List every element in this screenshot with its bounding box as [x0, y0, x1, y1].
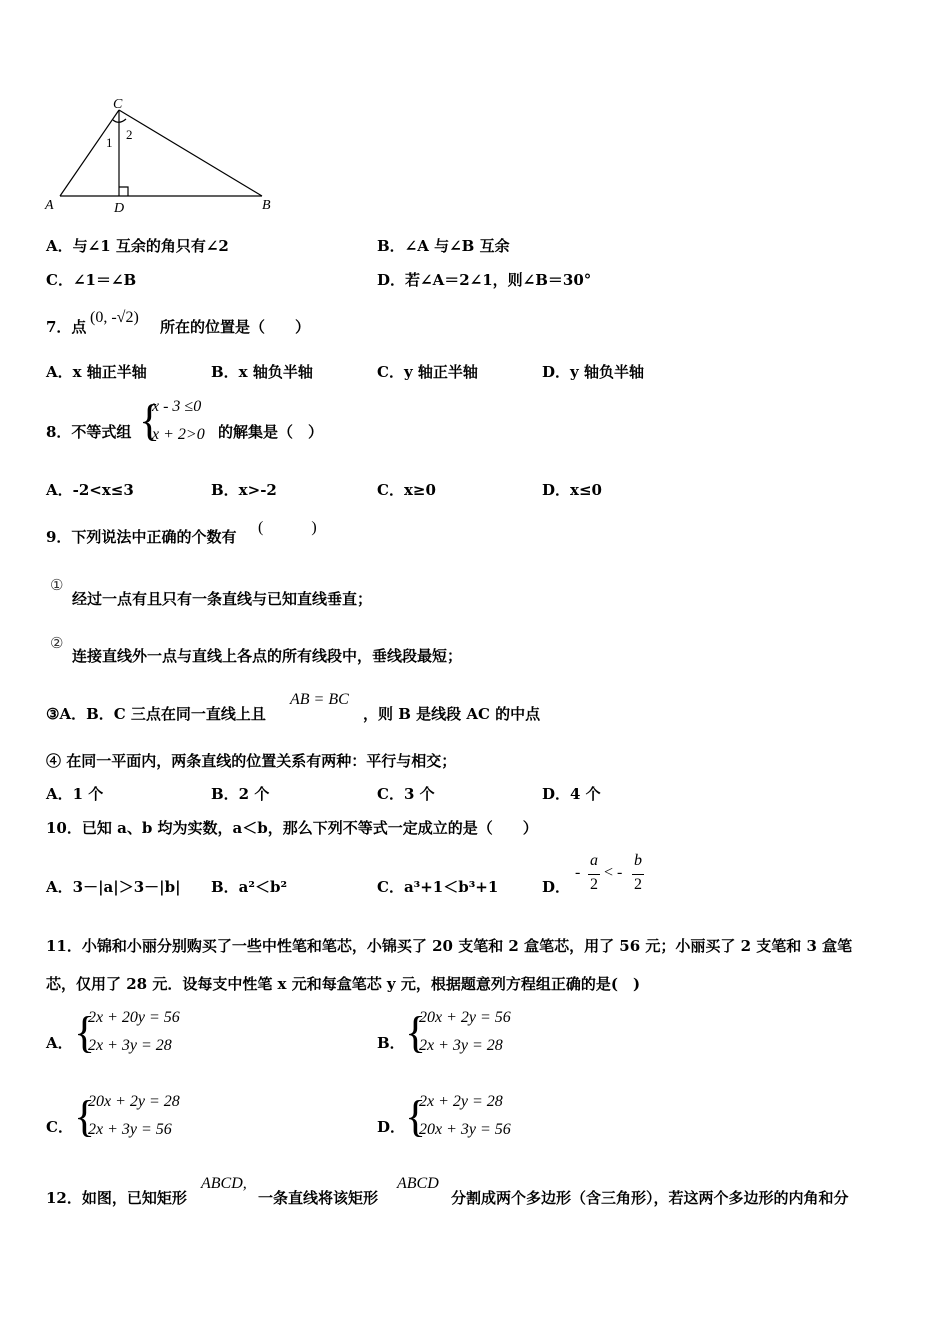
q9-statement-4: ④ 在同一平面内，两条直线的位置关系有两种：平行与相交； [46, 752, 457, 770]
q10-d-den-1: 2 [590, 876, 598, 893]
q12-mid: 一条直线将该矩形 [258, 1189, 379, 1207]
side-cb [119, 110, 262, 196]
q6-option-a: A．与∠1 互余的角只有∠2 [46, 237, 229, 255]
q11-a-brace: { [74, 1008, 96, 1057]
q8-option-a: A．-2<x≤3 [46, 481, 134, 499]
q9-stem: 9．下列说法中正确的个数有 [46, 528, 237, 546]
q7-option-a: A．x 轴正半轴 [46, 363, 147, 381]
q11-stem-line-2: 芯，仅用了 28 元．设每支中性笔 x 元和每盒笔芯 y 元，根据题意列方程组正确的是( ) [46, 975, 641, 993]
q10-d-lt: < - [604, 864, 623, 881]
q8-brace: { [139, 396, 161, 445]
q10-d-den-2: 2 [634, 876, 642, 893]
q11-d-eq-2: 20x + 3y = 56 [419, 1121, 511, 1138]
q8-stem-suffix: 的解集是（ ） [218, 423, 324, 441]
q11-option-d-label: D． [377, 1118, 406, 1136]
q6-option-d: D．若∠A＝2∠1，则∠B＝30° [377, 271, 592, 289]
q10-d-frac-bar-2 [632, 874, 644, 875]
q10-option-b: B．a²＜b² [211, 878, 288, 896]
q9-statement-3-prefix: ③A．B．C 三点在同一直线上且 [46, 705, 266, 723]
q12-prefix: 12．如图，已知矩形 [46, 1189, 187, 1207]
q12-math-1: ABCD, [201, 1175, 247, 1192]
q11-d-brace: { [405, 1092, 427, 1141]
q9-statement-2-mark: ② [50, 634, 64, 652]
q9-option-c: C．3 个 [377, 785, 435, 803]
q10-d-frac-bar-1 [588, 874, 600, 875]
q9-option-a: A．1 个 [46, 785, 104, 803]
q10-option-d-label: D． [542, 878, 571, 896]
right-angle-mark [119, 187, 128, 196]
q10-option-d-math [575, 852, 655, 898]
q10-option-c: C．a³+1＜b³+1 [377, 878, 499, 896]
q11-d-eq-1: 2x + 2y = 28 [419, 1093, 503, 1110]
q7-stem-suffix: 所在的位置是（ ） [160, 318, 311, 336]
label-a: A [45, 198, 54, 213]
q11-c-eq-2: 2x + 3y = 56 [88, 1121, 172, 1138]
q6-option-b: B．∠A 与∠B 互余 [377, 237, 510, 255]
q11-c-brace: { [74, 1092, 96, 1141]
side-ac [60, 110, 119, 196]
q10-d-num-b: b [634, 852, 642, 869]
q12-math-2: ABCD [397, 1175, 439, 1192]
q9-option-b: B．2 个 [211, 785, 270, 803]
q8-stem-prefix: 8．不等式组 [46, 423, 132, 441]
q7-option-c: C．y 轴正半轴 [377, 363, 478, 381]
label-angle-1: 1 [106, 135, 113, 150]
q11-option-a-label: A． [46, 1034, 73, 1052]
q10-d-minus-1: - [575, 864, 581, 881]
q11-option-c-label: C． [46, 1118, 73, 1136]
q9-statement-1: 经过一点有且只有一条直线与已知直线垂直； [72, 590, 373, 608]
label-angle-2: 2 [126, 127, 133, 142]
q7-option-b: B．x 轴负半轴 [211, 363, 313, 381]
q11-b-brace: { [405, 1008, 427, 1057]
q11-stem-line-1: 11．小锦和小丽分别购买了一些中性笔和笔芯，小锦买了 20 支笔和 2 盒笔芯，用了 56 元；小丽买了 2 支笔和 3 盒笔 [46, 937, 853, 955]
label-d: D [114, 201, 125, 216]
q9-statement-1-mark: ① [50, 576, 64, 594]
q8-option-c: C．x≥0 [377, 481, 436, 499]
q11-c-eq-1: 20x + 2y = 28 [88, 1093, 180, 1110]
q11-b-eq-1: 20x + 2y = 56 [419, 1009, 511, 1026]
triangle-figure [40, 92, 280, 217]
q7-stem-prefix: 7．点 [46, 318, 87, 336]
q9-statement-2: 连接直线外一点与直线上各点的所有线段中，垂线段最短； [72, 647, 463, 665]
q9-statement-3-suffix: ，则 B 是线段 AC 的中点 [363, 705, 541, 723]
q11-b-eq-2: 2x + 3y = 28 [419, 1037, 503, 1054]
q10-option-a: A．3－|a|＞3－|b| [46, 878, 181, 896]
label-c: C [113, 97, 123, 112]
q8-option-b: B．x>-2 [211, 481, 277, 499]
q8-row-1: x - 3 ≤0 [152, 398, 202, 415]
q8-row-2: x + 2>0 [152, 426, 205, 443]
q9-option-d: D．4 个 [542, 785, 601, 803]
q11-option-b-label: B． [377, 1034, 405, 1052]
q11-a-eq-1: 2x + 20y = 56 [88, 1009, 180, 1026]
q9-paren: ( ) [258, 519, 317, 536]
q10-d-num-a: a [590, 852, 598, 869]
label-b: B [262, 198, 271, 213]
q11-a-eq-2: 2x + 3y = 28 [88, 1037, 172, 1054]
q8-option-d: D．x≤0 [542, 481, 602, 499]
q7-option-d: D．y 轴负半轴 [542, 363, 644, 381]
q10-stem: 10．已知 a、b 均为实数，a＜b，那么下列不等式一定成立的是（ ） [46, 819, 538, 837]
q7-point: (0, -√2) [90, 309, 139, 326]
q12-suffix: 分割成两个多边形（含三角形），若这两个多边形的内角和分 [451, 1189, 849, 1207]
q9-statement-3-math: AB = BC [290, 691, 349, 708]
q6-option-c: C．∠1＝∠B [46, 271, 137, 289]
